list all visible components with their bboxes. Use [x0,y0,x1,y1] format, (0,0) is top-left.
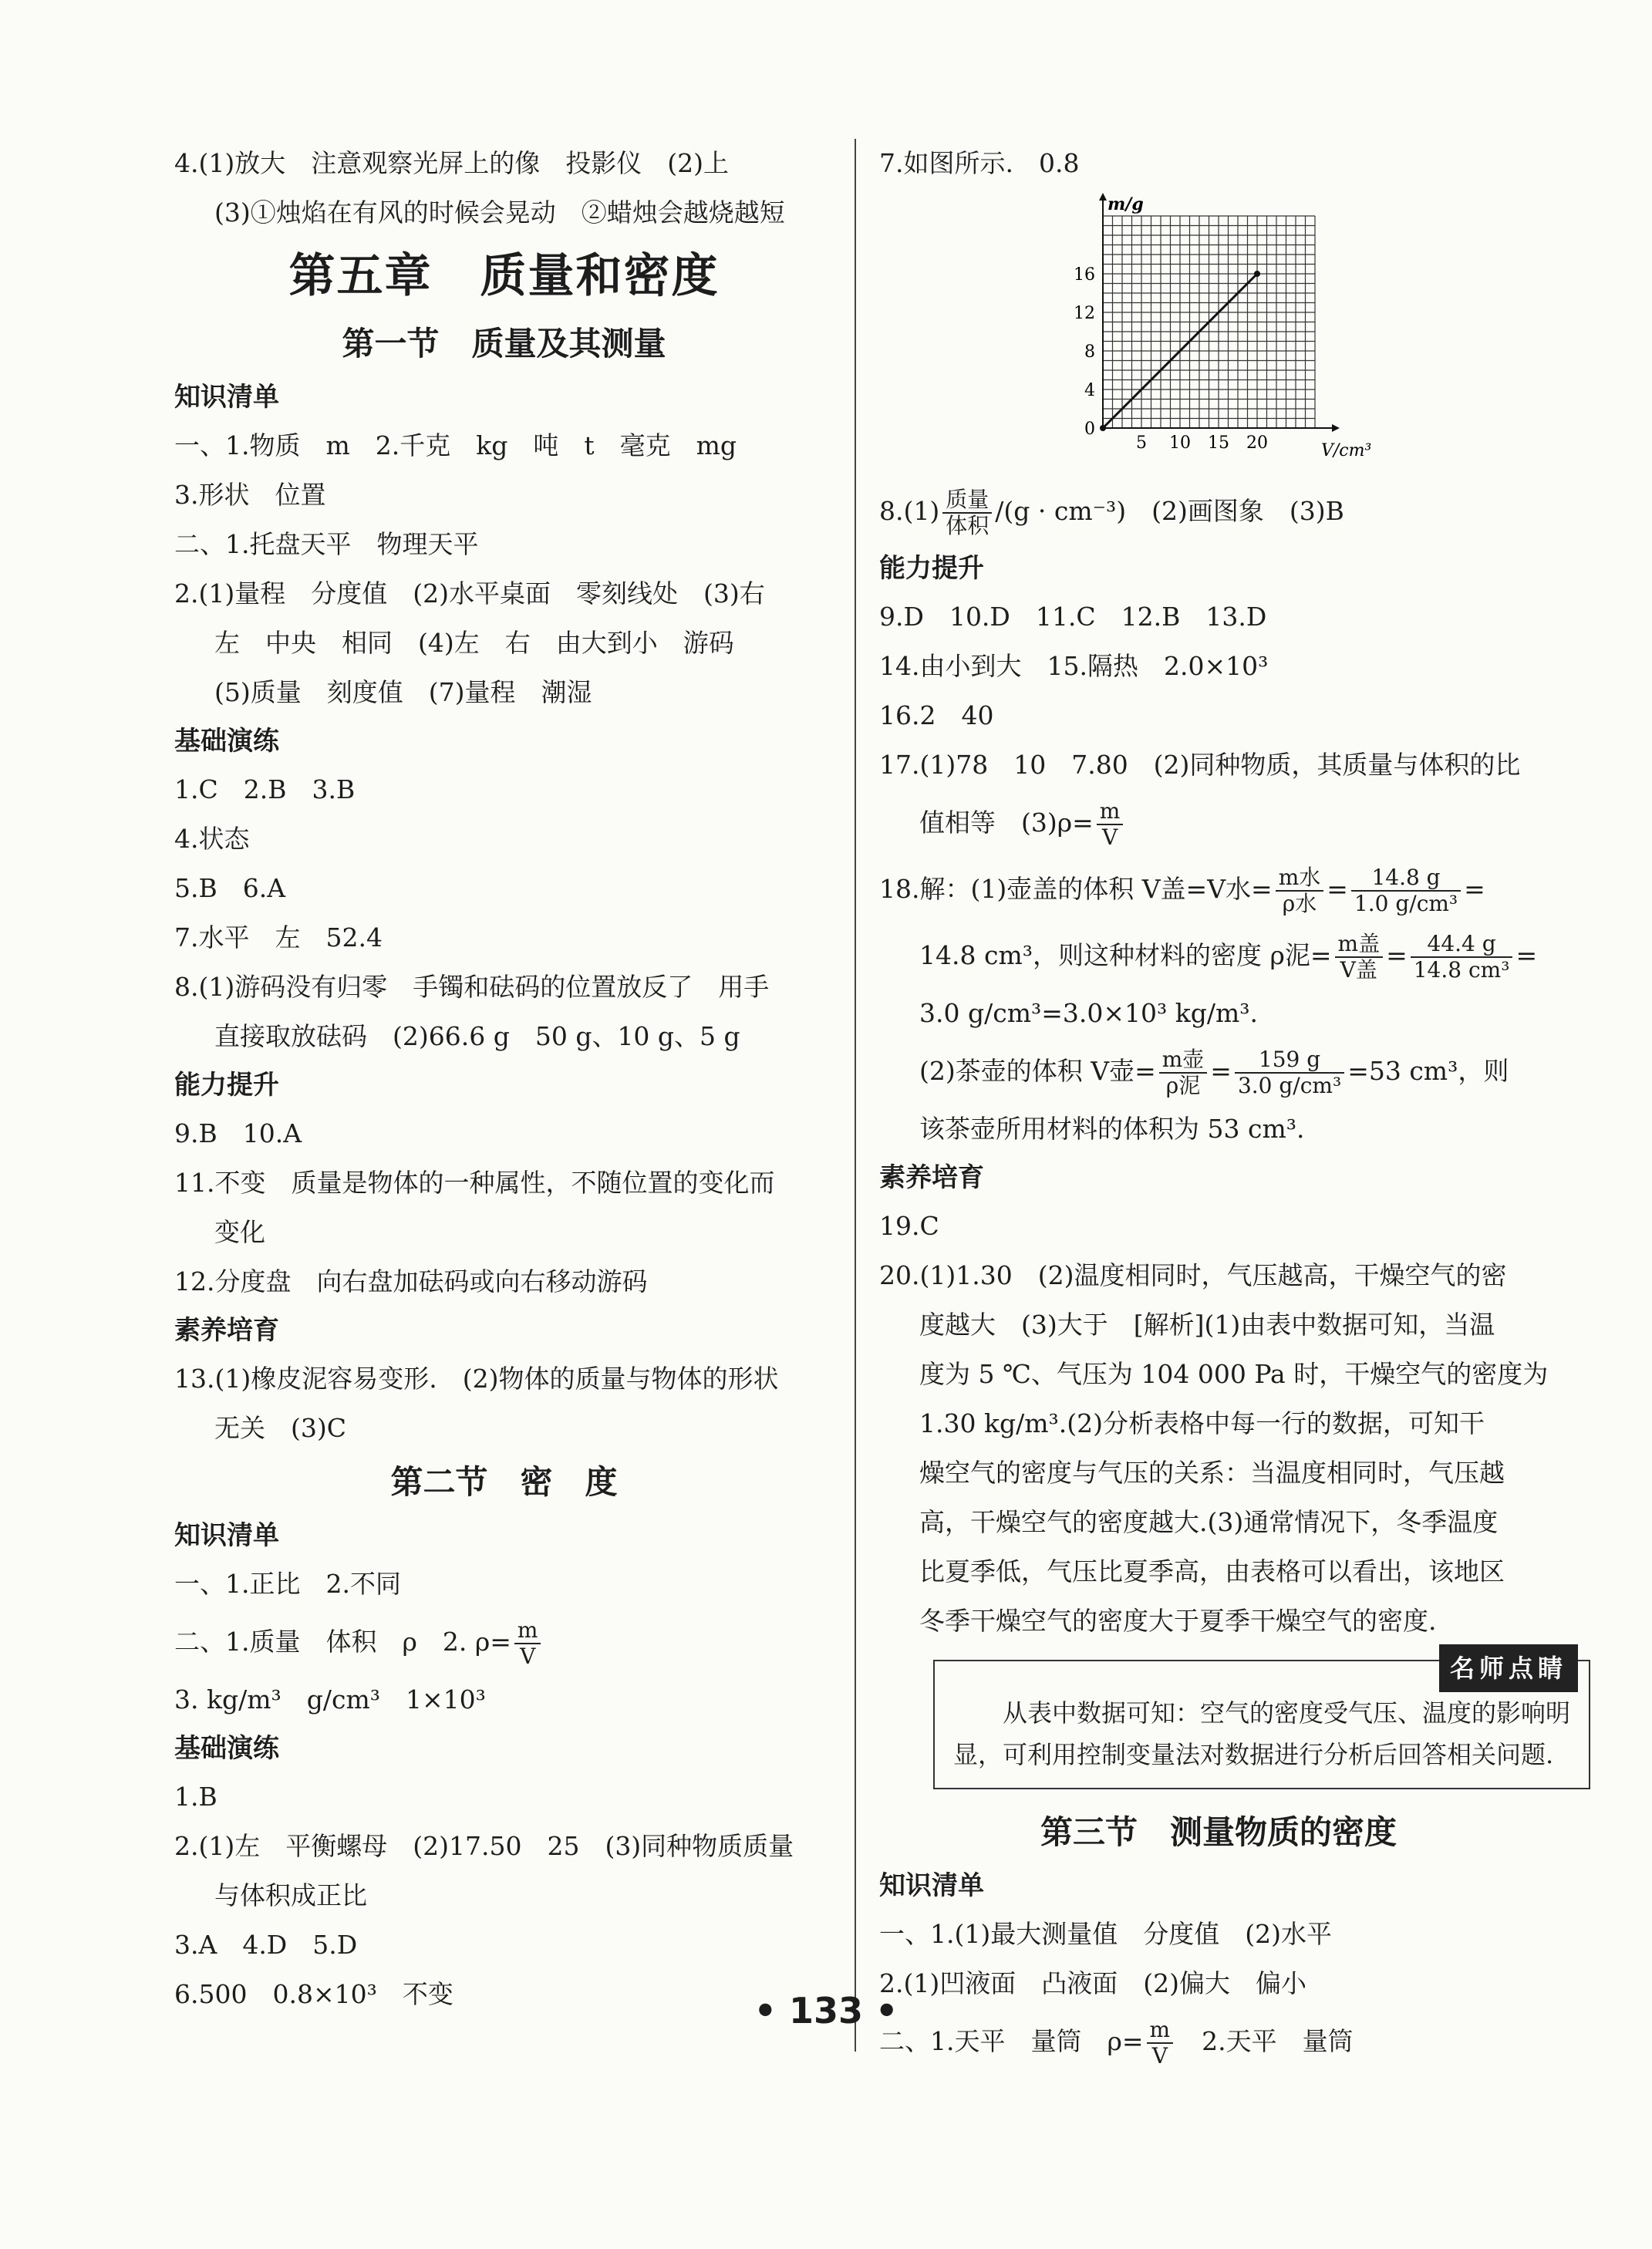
answer-line: 17.(1)78 10 7.80 (2)同种物质，其质量与体积的比 [879,750,1521,780]
fraction-denominator: 1.0 g/cm³ [1354,891,1458,916]
subsection-heading: 知识清单 [174,382,279,413]
subsection-heading: 素养培育 [879,1162,984,1193]
subsection-heading: 基础演练 [174,726,279,757]
answer-line: 变化 [214,1217,265,1247]
answer-line: 3.A 4.D 5.D [174,1930,358,1960]
page-number: • 133 • [754,1990,898,2032]
fraction-numerator: m水 [1276,865,1324,892]
y-tick-label: 12 [1074,304,1095,323]
fraction [1097,799,1124,850]
fraction-denominator: V [1151,2043,1168,2069]
y-tick-label: 0 [1084,420,1095,439]
answer-line [879,478,1558,545]
answer-line [879,790,1558,856]
fraction-numerator: m盖 [1335,932,1384,958]
section-title: 第一节 质量及其测量 [342,325,666,362]
x-tick-label: 10 [1169,433,1191,453]
teacher-tip-box [933,1654,1590,1789]
answer-line: 度越大 (3)大于 [解析](1)由表中数据可知，当温 [919,1310,1495,1340]
text-run: 二、1.天平 量筒 ρ= [879,2026,1144,2056]
answer-line: (5)质量 刻度值 (7)量程 潮湿 [214,677,592,707]
answer-line: 12.分度盘 向右盘加砝码或向右移动游码 [174,1266,648,1296]
subsection-heading: 知识清单 [174,1520,279,1551]
fraction-numerator: 44.4 g [1411,932,1513,958]
text-run: = [1515,940,1538,970]
y-tick-label: 16 [1074,265,1095,285]
answer-line: 高，干燥空气的密度越大.(3)通常情况下，冬季温度 [919,1507,1499,1537]
fraction-denominator: ρ泥 [1165,1073,1201,1098]
subsection-heading: 能力提升 [174,1070,279,1101]
fraction [1411,932,1513,983]
fraction-numerator: 14.8 g [1351,865,1461,892]
fraction [1276,865,1324,916]
y-axis-label: m/g [1108,194,1144,214]
y-tick-label: 4 [1084,381,1095,400]
answer-line: 一、1.物质 m 2.千克 kg 吨 t 毫克 mg [174,430,737,460]
answer-line: 度为 5 ℃、气压为 104 000 Pa 时，干燥空气的密度为 [919,1359,1549,1389]
subsection-heading: 知识清单 [879,1870,984,1901]
tip-box-title: 名师点睛 [1439,1644,1578,1692]
x-tick-label: 5 [1136,433,1147,453]
answer-line: 1.C 2.B 3.B [174,774,356,804]
chapter-title: 第五章 质量和密度 [288,249,720,303]
answer-line: 3. kg/m³ g/cm³ 1×10³ [174,1684,486,1715]
answer-line: 11.不变 质量是物体的一种属性，不随位置的变化而 [174,1168,775,1198]
answer-line: 8.(1)游码没有归零 手镯和砝码的位置放反了 用手 [174,972,770,1002]
answer-line: 冬季干燥空气的密度大于夏季干燥空气的密度. [919,1606,1437,1636]
fraction-denominator: 体积 [946,513,990,538]
answer-line: 一、1.(1)最大测量值 分度值 (2)水平 [879,1919,1332,1949]
fraction-denominator: V [1101,824,1118,850]
text-run: = [1210,1056,1232,1086]
answer-line: 2.(1)凹液面 凸液面 (2)偏大 偏小 [879,1968,1306,1998]
text-run: 值相等 (3)ρ= [919,808,1094,838]
answer-line: 6.500 0.8×10³ 不变 [174,1979,453,2009]
fraction [514,1618,541,1669]
text-run: =53 cm³，则 [1347,1056,1509,1086]
answer-line: 9.D 10.D 11.C 12.B 13.D [879,602,1267,632]
text-run: (2)茶壶的体积 V壶= [919,1056,1156,1086]
y-tick-label: 8 [1084,342,1095,362]
subsection-heading: 能力提升 [879,553,984,584]
answer-line: 直接取放砝码 (2)66.6 g 50 g、10 g、5 g [214,1021,740,1051]
x-axis-label: V/cm³ [1321,441,1372,460]
fraction-numerator: m [1147,2018,1174,2044]
answer-line: 1.B [174,1782,217,1812]
data-point [1100,425,1106,431]
text-run: 14.8 cm³，则这种材料的密度 ρ泥= [919,940,1332,970]
fraction-numerator: 质量 [942,487,992,514]
answer-line: 燥空气的密度与气压的关系：当温度相同时，气压越 [919,1458,1505,1488]
answer-line: 一、1.正比 2.不同 [174,1569,401,1599]
fraction-denominator: 14.8 cm³ [1413,957,1510,983]
fraction-numerator: 159 g [1235,1047,1344,1074]
answer-line: 13.(1)橡皮泥容易变形. (2)物体的质量与物体的形状 [174,1364,779,1394]
fraction [1235,1047,1344,1098]
answer-line: 2.(1)量程 分度值 (2)水平桌面 零刻线处 (3)右 [174,578,765,609]
text-run: 18.解：(1)壶盖的体积 V盖=V水= [879,874,1273,904]
text-run: /(g · cm⁻³) (2)画图象 (3)B [995,496,1344,526]
x-tick-label: 20 [1246,433,1268,453]
chart-svg [1057,193,1372,470]
answer-line: 3.形状 位置 [174,480,326,510]
answer-line: 二、1.托盘天平 物理天平 [174,529,479,559]
answer-line: 比夏季低，气压比夏季高，由表格可以看出，该地区 [919,1556,1505,1586]
answer-line: 16.2 40 [879,700,994,730]
fraction-denominator: ρ水 [1282,891,1317,916]
answer-line: 7.如图所示. 0.8 [879,148,1080,178]
fraction [1335,932,1384,983]
mass-volume-chart [1057,193,1558,474]
tip-box-text: 从表中数据可知：空气的密度受气压、温度的影响明显，可利用控制变量法对数据进行分析后回答相关问题. [953,1698,1571,1769]
answer-line: 5.B 6.A [174,873,286,903]
answer-line: 7.水平 左 52.4 [174,922,383,953]
answer-line: 9.B 10.A [174,1118,302,1148]
answer-line: (3)①烛焰在有风的时候会晃动 ②蜡烛会越烧越短 [214,197,785,228]
answer-line [174,1609,834,1675]
answer-line: 4.状态 [174,824,250,854]
answer-line: 左 中央 相同 (4)左 右 由大到小 游码 [214,628,734,658]
answer-line: 2.(1)左 平衡螺母 (2)17.50 25 (3)同种物质质量 [174,1831,794,1861]
text-run: 8.(1) [879,496,940,526]
fraction [1351,865,1461,916]
x-axis-arrow [1332,424,1340,432]
answer-line: 无关 (3)C [214,1413,346,1443]
section-title: 第三节 测量物质的密度 [1040,1813,1397,1851]
subsection-heading: 素养培育 [174,1315,279,1346]
x-tick-label: 15 [1208,433,1229,453]
answer-line: 3.0 g/cm³=3.0×10³ kg/m³. [919,998,1258,1028]
answer-line: 该茶壶所用材料的体积为 53 cm³. [919,1114,1305,1144]
text-run: = [1327,874,1348,904]
right-column [879,139,1571,2075]
answer-line: 14.由小到大 15.隔热 2.0×10³ [879,651,1269,681]
data-point [1254,271,1260,277]
answer-line: 20.(1)1.30 (2)温度相同时，气压越高，干燥空气的密 [879,1260,1507,1290]
answer-line: 19.C [879,1211,939,1241]
fraction [942,487,992,538]
fraction-denominator: 3.0 g/cm³ [1237,1073,1342,1098]
text-run: = [1386,940,1408,970]
answer-line: 4.(1)放大 注意观察光屏上的像 投影仪 (2)上 [174,148,729,178]
answer-line [879,1038,1558,1104]
y-axis-arrow [1099,193,1107,201]
section-title: 第二节 密 度 [390,1463,618,1501]
fraction-denominator: V盖 [1340,957,1377,983]
fraction [1159,1047,1208,1098]
fraction-denominator: V [520,1644,536,1669]
column-divider [855,139,856,2052]
fraction-numerator: m [1097,799,1124,825]
left-column [174,139,834,2019]
subsection-heading: 基础演练 [174,1733,279,1764]
answer-line: 与体积成正比 [214,1880,367,1910]
answer-line: 1.30 kg/m³.(2)分析表格中每一行的数据，可知干 [919,1408,1485,1438]
fraction-numerator: m壶 [1159,1047,1208,1074]
text-run: 2.天平 量筒 [1176,2026,1354,2056]
text-run: = [1464,874,1485,904]
answer-line [879,856,1558,922]
fraction-numerator: m [514,1618,541,1644]
answer-line [879,922,1558,989]
text-run: 二、1.质量 体积 ρ 2. ρ= [174,1627,511,1657]
